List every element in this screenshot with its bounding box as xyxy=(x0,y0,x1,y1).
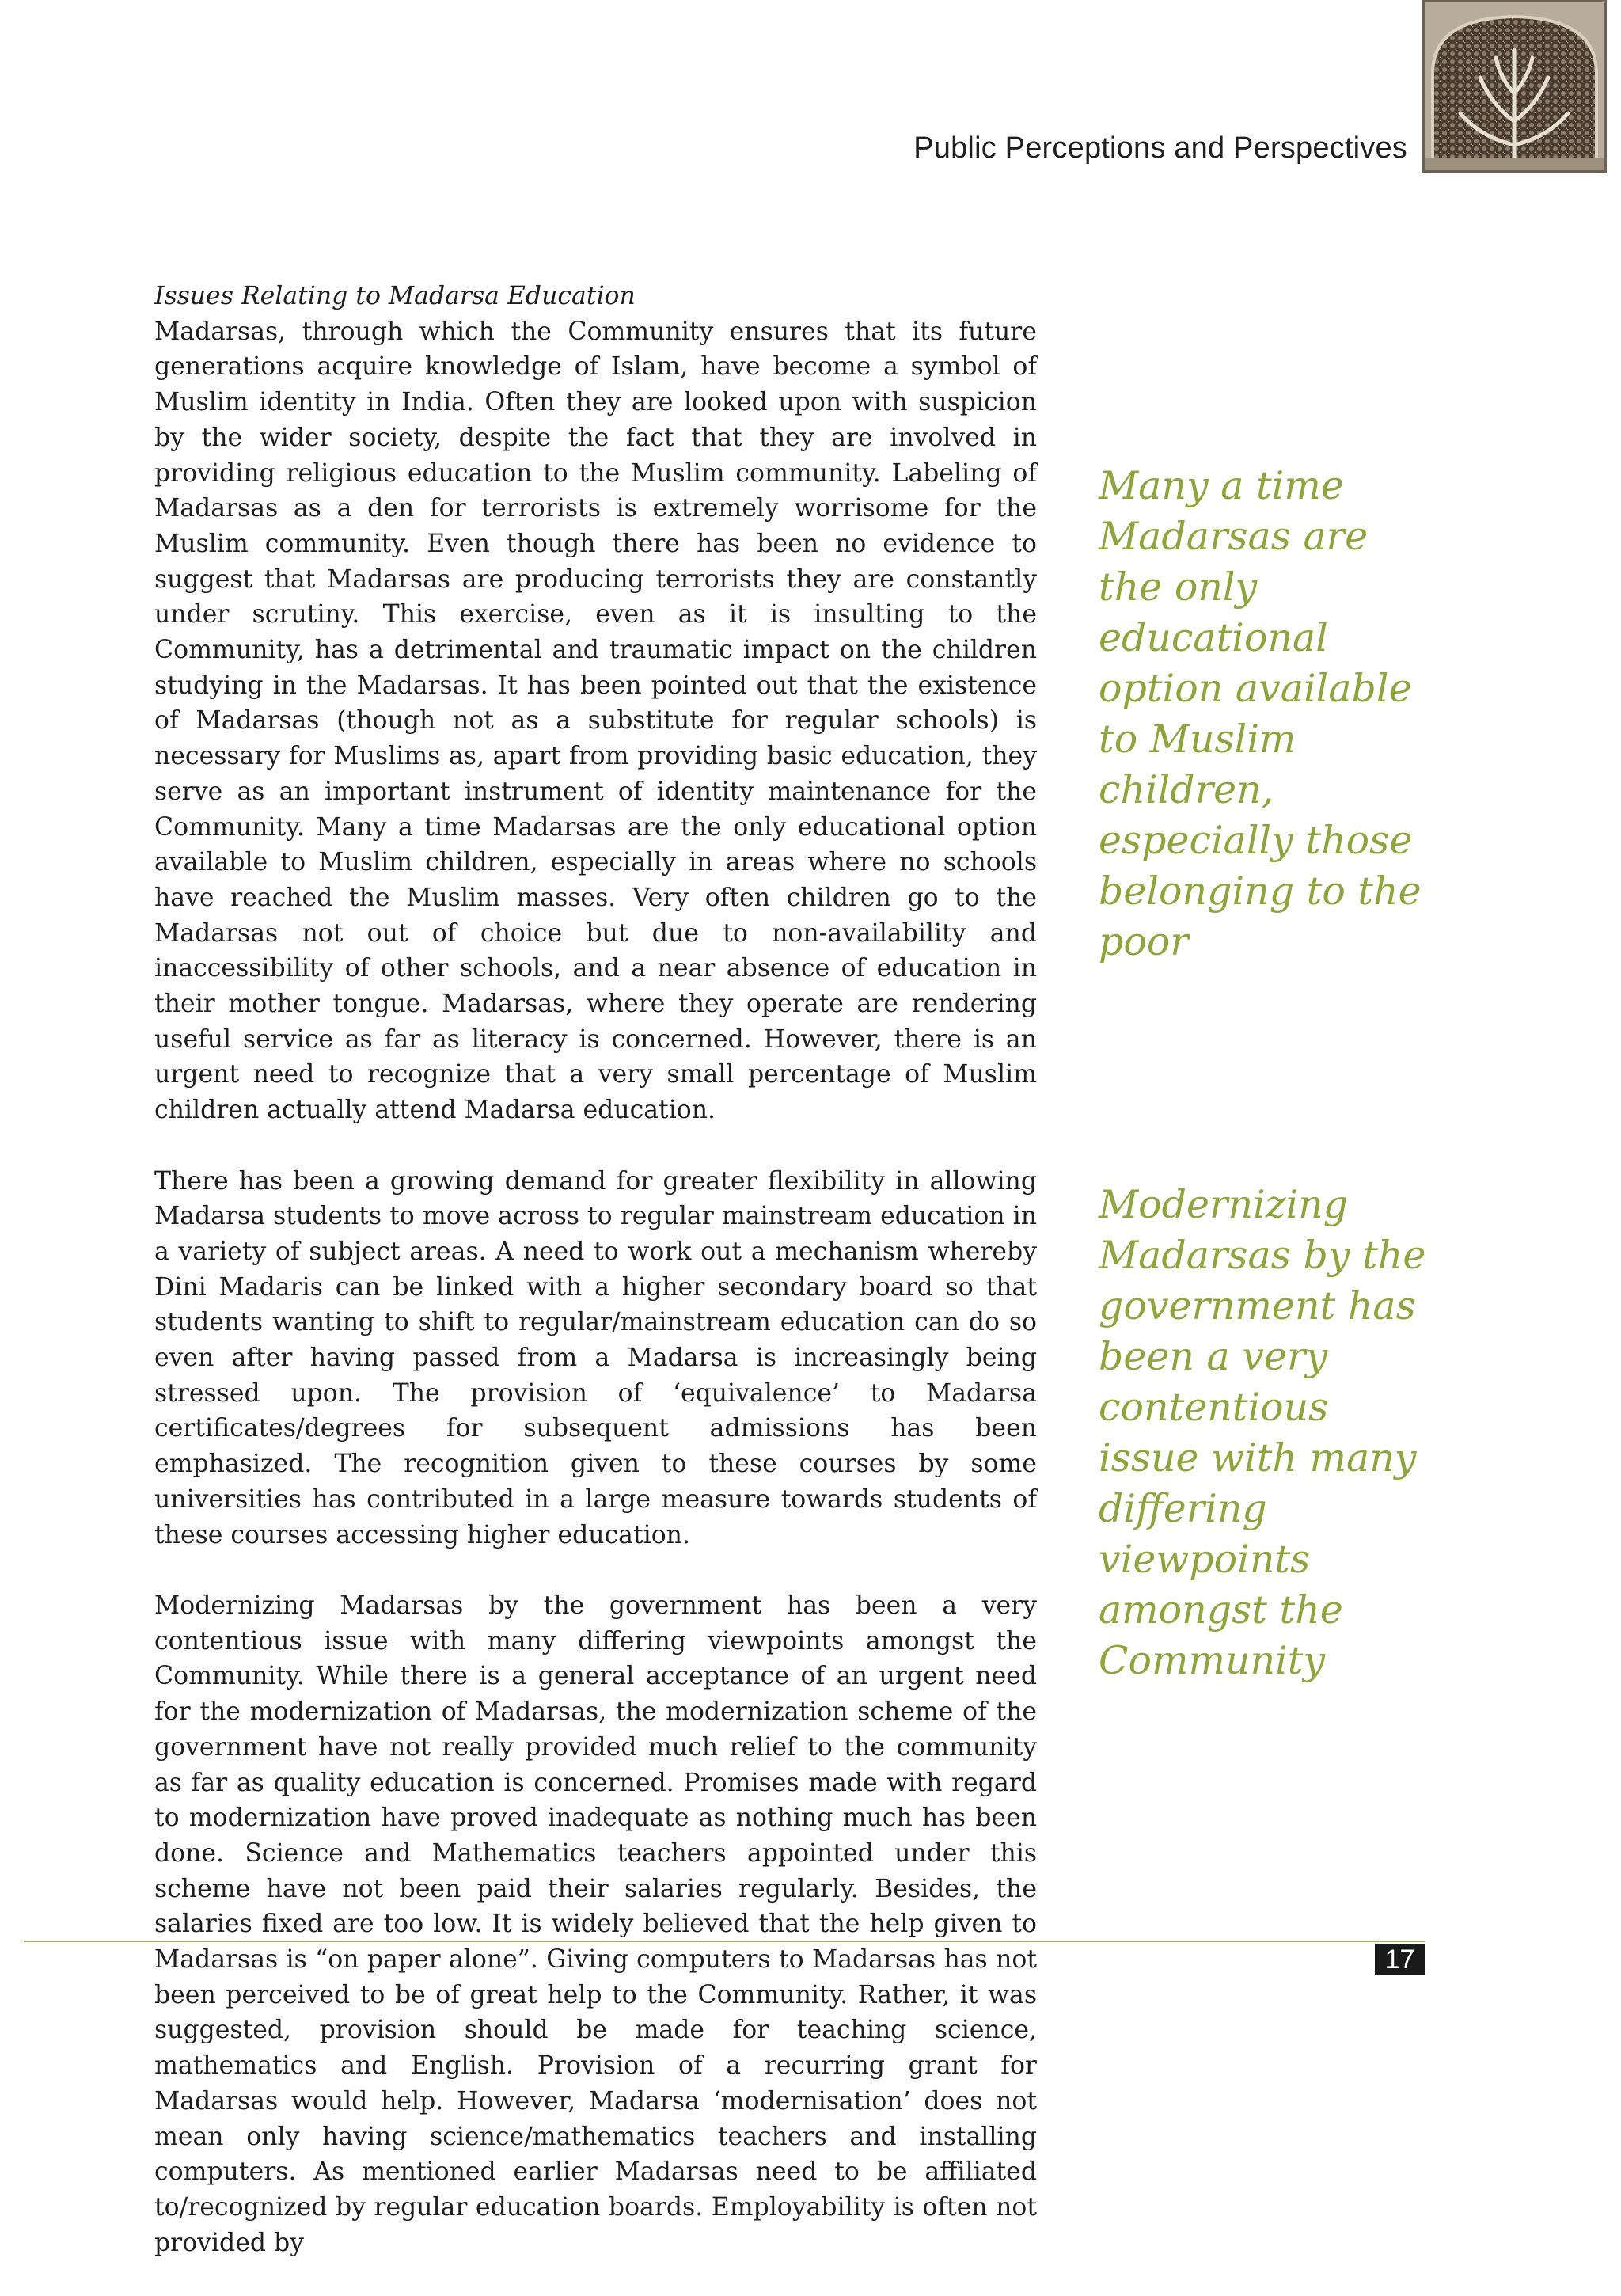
body-paragraph: There has been a growing demand for greater flexibility in allowing Madarsa students to move across to regular mainstream education in a variety of subject areas. A need to work out a mechanism whereby Dini Madaris can be linked with a higher secondary board so that students wanting to shift to regular/mainstream education can do so even after having passed from a Madarsa is increasingly being stressed upon. The provision of ‘equivalence’ to Madarsa certificates/degrees for subsequent admissions has been emphasized. The recognition given to these courses by some universities has contributed in a large measure towards students of these courses accessing higher education. xyxy=(154,1166,1037,1549)
body-paragraph: Madarsas, through which the Community ensures that its future generations acquire knowledge of Islam, have become a symbol of Muslim identity in India. Often they are looked upon with suspicion by the wider society, despite the fact that they are involved in providing religious education to the Muslim community. Labeling of Madarsas as a den for terrorists is extremely worrisome for the Muslim community. Even though there has been no evidence to suggest that Madarsas are producing terrorists they are constantly under scrutiny. This exercise, even as it is insulting to the Community, has a detrimental and traumatic impact on the children studying in the Madarsas. It has been pointed out that the existence of Madarsas (though not as a substitute for regular schools) is necessary for Muslims as, apart from providing basic education, they serve as an important instrument of identity maintenance for the Community. Many a time Madarsas are the only educational option available to Muslim children, especially in areas where no schools have reached the Muslim masses. Very often children go to the Madarsas not out of choice but due to non-availability and inaccessibility of other schools, and a near absence of education in their mother tongue. Madarsas, where they operate are rendering useful service as far as literacy is concerned. However, there is an urgent need to recognize that a very small percentage of Muslim children actually attend Madarsa education. xyxy=(154,317,1037,1125)
pullquote: Modernizing Madarsas by the government has been a very contentious issue with many differing viewpoints amongst the Community xyxy=(1099,1182,1426,1683)
body-paragraph: Modernizing Madarsas by the government has been a very contentious issue with many differing viewpoints amongst the Community. While there is a general acceptance of an urgent need for the modernization of Madarsas, the modernization scheme of the government have not really provided much relief to the community as far as quality education is concerned. Promises made with regard to modernization have proved inadequate as nothing much has been done. Science and Mathematics teachers appointed under this scheme have not been paid their salaries regularly. Besides, the salaries fixed are too low. It is widely believed that the help given to Madarsas is “on paper alone”. Giving computers to Madarsas has not been perceived to be of great help to the Community. Rather, it was suggested, provision should be made for teaching science, mathematics and English. Provision of a recurring grant for Madarsas would help. However, Madarsa ‘modernisation’ does not mean only having science/mathematics teachers and installing computers. As mentioned earlier Madarsas need to be affiliated to/recognized by regular education boards. Employability is often not provided by xyxy=(154,1591,1037,2257)
footer-divider xyxy=(24,1941,1425,1942)
main-text-column xyxy=(154,279,1037,2296)
carved-stone-lattice-window-image xyxy=(1422,0,1607,173)
running-header-title: Public Perceptions and Perspectives xyxy=(913,131,1407,165)
section-heading: Issues Relating to Madarsa Education xyxy=(154,282,636,310)
pullquote: Many a time Madarsas are the only educational option available to Muslim children, especially those belonging to the poor xyxy=(1099,463,1422,964)
page-number: 17 xyxy=(1375,1944,1425,1975)
